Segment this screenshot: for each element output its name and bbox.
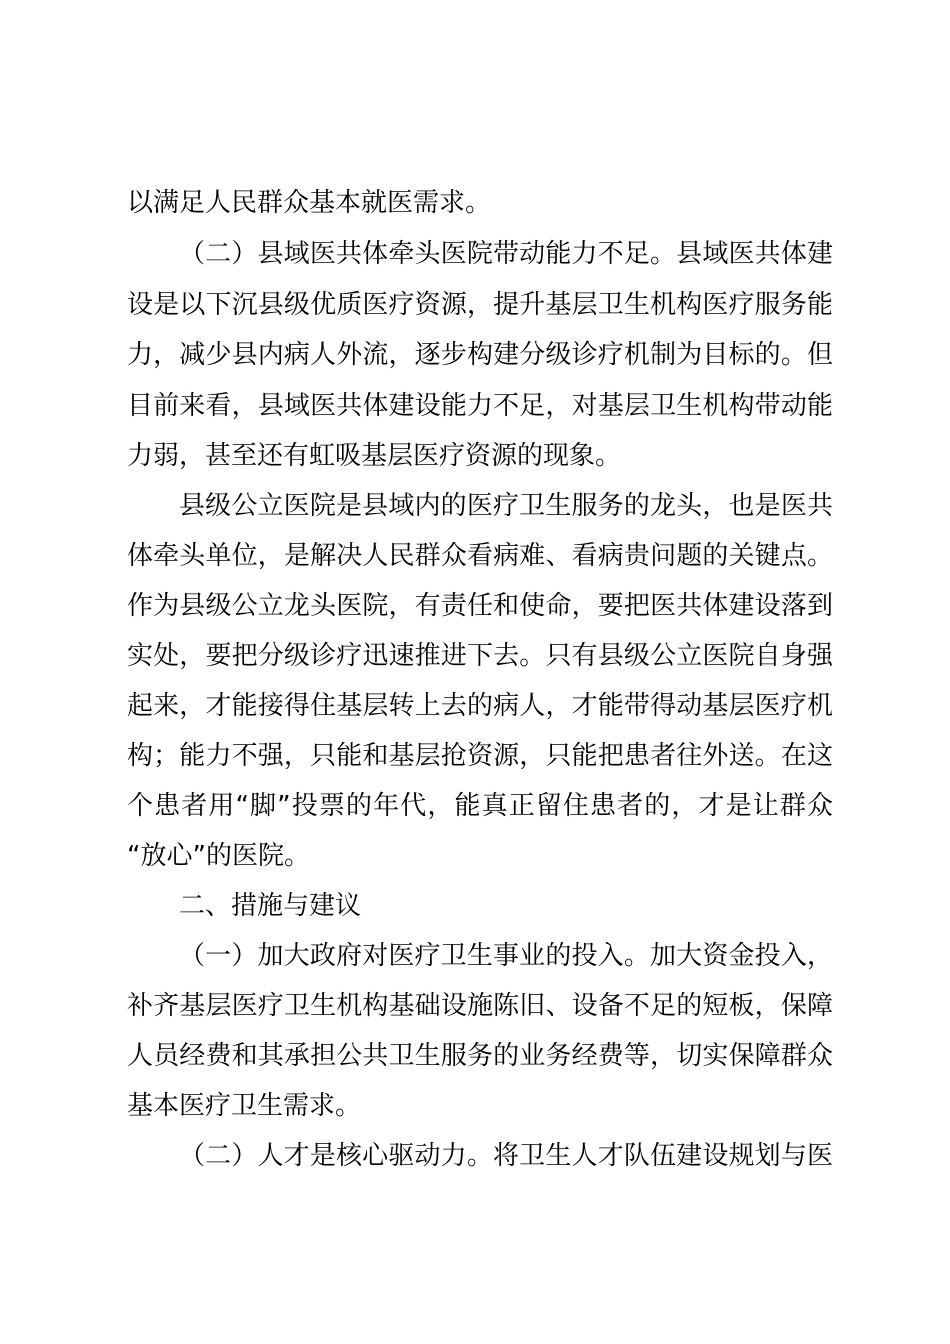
paragraph-line: 目前来看，县域医共体建设能力不足，对基层卫生机构带动能 [127,391,833,421]
paragraph-line: 力，减少县内病人外流，逐步构建分级诊疗机制为目标的。但 [127,340,833,370]
paragraph-line: 起来，才能接得住基层转上去的病人，才能带得动基层医疗机 [127,691,833,721]
paragraph-line: 补齐基层医疗卫生机构基础设施陈旧、设备不足的短板，保障 [127,991,833,1021]
paragraph-line: 人员经费和其承担公共卫生服务的业务经费等，切实保障群众 [127,1041,833,1071]
paragraph-line: 体牵头单位，是解决人民群众看病难、看病贵问题的关键点。 [127,541,833,571]
paragraph-line: （二）县域医共体牵头医院带动能力不足。县域医共体建 [179,239,833,269]
paragraph-line: 设是以下沉县级优质医疗资源，提升基层卫生机构医疗服务能 [127,290,833,320]
paragraph-line: 个患者用“脚”投票的年代，能真正留住患者的，才是让群众 [127,791,833,821]
paragraph-line: 构；能力不强，只能和基层抢资源，只能把患者往外送。在这 [127,741,833,771]
paragraph-line: 实处，要把分级诊疗迅速推进下去。只有县级公立医院自身强 [127,641,833,671]
paragraph-line: 作为县级公立龙头医院，有责任和使命，要把医共体建设落到 [127,591,833,621]
paragraph-line: （二）人才是核心驱动力。将卫生人才队伍建设规划与医 [179,1141,833,1171]
section-heading: 二、措施与建议 [179,891,362,921]
paragraph-line: 力弱，甚至还有虹吸基层医疗资源的现象。 [127,441,622,471]
paragraph-line: 以满足人民群众基本就医需求。 [127,188,492,218]
paragraph-line: “放心”的医院。 [127,841,310,871]
paragraph-line: （一）加大政府对医疗卫生事业的投入。加大资金投入， [179,941,833,971]
paragraph-line: 县级公立医院是县域内的医疗卫生服务的龙头，也是医共 [179,491,833,521]
paragraph-line: 基本医疗卫生需求。 [127,1091,362,1121]
